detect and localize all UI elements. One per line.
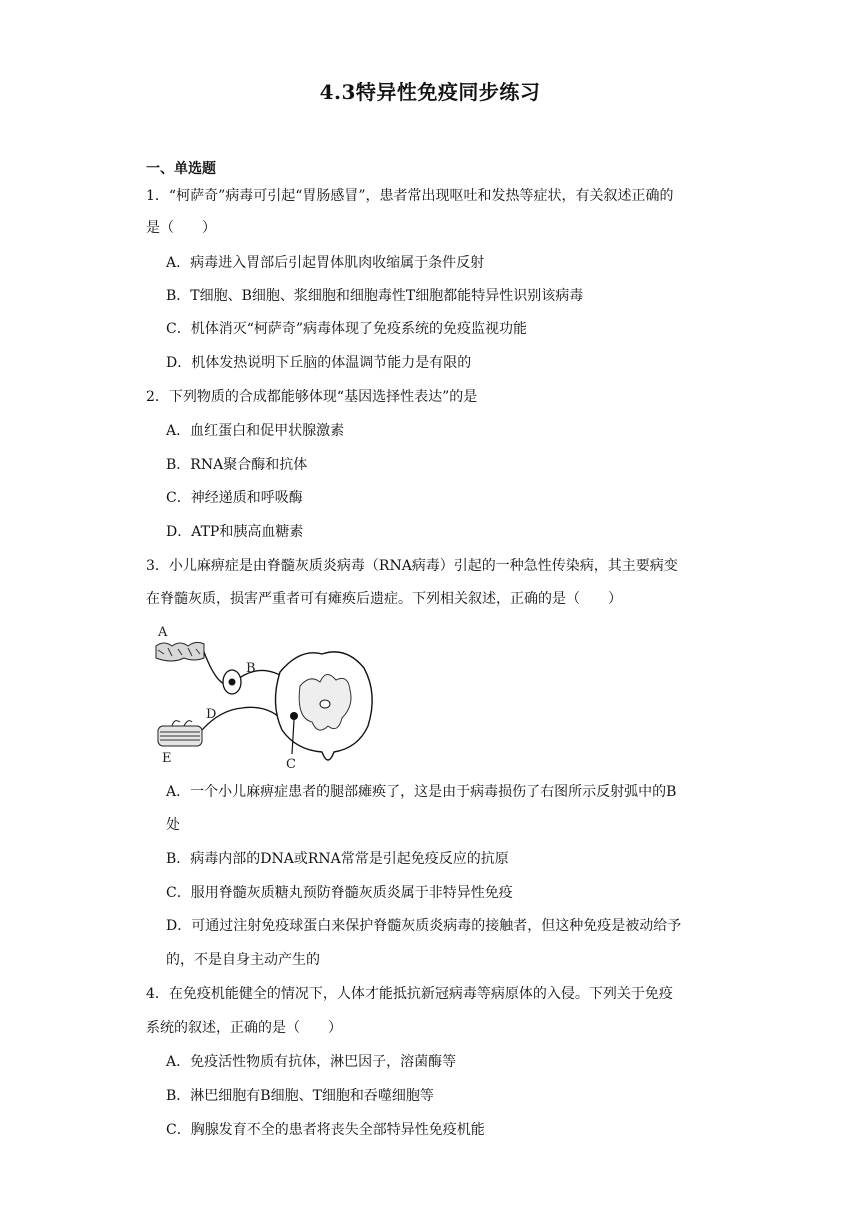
label-d: D — [206, 707, 217, 722]
question-3-stem-line-2: 在脊髓灰质，损害严重者可有瘫痪后遗症。下列相关叙述，正确的是（ ） — [146, 591, 622, 607]
question-4-option-a: A．免疫活性物质有抗体，淋巴因子，溶菌酶等 — [166, 1054, 457, 1070]
question-1-option-d: D．机体发热说明下丘脑的体温调节能力是有限的 — [166, 355, 472, 371]
question-1-option-a: A．病毒进入胃部后引起胃体肌肉收缩属于条件反射 — [166, 255, 485, 271]
label-e: E — [162, 751, 172, 766]
question-4-stem-line-2: 系统的叙述，正确的是（ ） — [146, 1020, 342, 1036]
label-b: B — [246, 661, 256, 676]
label-a: A — [158, 625, 168, 640]
effector-muscle-icon — [158, 721, 202, 746]
question-2-stem-line-1: 2．下列物质的合成都能够体现“基因选择性表达”的是 — [146, 389, 478, 405]
page-title: 4.3特异性免疫同步练习 — [319, 80, 541, 104]
question-1-option-c: C．机体消灭“柯萨奇”病毒体现了免疫系统的免疫监视功能 — [166, 321, 528, 337]
question-1-option-b: B．T细胞、B细胞、浆细胞和细胞毒性T细胞都能特异性识别该病毒 — [166, 288, 584, 304]
question-3-option-a-continued: 处 — [166, 817, 180, 833]
reflex-arc-figure — [150, 622, 380, 772]
question-4-option-b: B．淋巴细胞有B细胞、T细胞和吞噬细胞等 — [166, 1088, 434, 1104]
question-4-option-c: C．胸腺发育不全的患者将丧失全部特异性免疫机能 — [166, 1122, 485, 1138]
spinal-cord-icon — [275, 652, 372, 760]
reflex-arc-diagram — [150, 622, 380, 772]
question-2-option-c: C．神经递质和呼吸酶 — [166, 490, 303, 506]
question-3-option-d: D．可通过注射免疫球蛋白来保护脊髓灰质炎病毒的接触者，但这种免疫是被动给予 — [166, 918, 682, 934]
question-1-stem-line-2: 是（ ） — [146, 220, 216, 236]
question-3-option-c: C．服用脊髓灰质糖丸预防脊髓灰质炎属于非特异性免疫 — [166, 885, 513, 901]
question-3-stem-line-1: 3．小儿麻痹症是由脊髓灰质炎病毒（RNA病毒）引起的一种急性传染病，其主要病变 — [146, 558, 678, 574]
question-4-stem-line-1: 4．在免疫机能健全的情况下，人体才能抵抗新冠病毒等病原体的入侵。下列关于免疫 — [146, 986, 673, 1002]
question-2-option-d: D．ATP和胰高血糖素 — [166, 524, 304, 540]
label-c: C — [286, 757, 296, 772]
section-heading: 一、单选题 — [146, 161, 216, 177]
question-2-option-b: B．RNA聚合酶和抗体 — [166, 457, 308, 473]
question-3-option-d-continued: 的，不是自身主动产生的 — [166, 952, 320, 968]
question-3-option-b: B．病毒内部的DNA或RNA常常是引起免疫反应的抗原 — [166, 851, 509, 867]
question-2-option-a: A．血红蛋白和促甲状腺激素 — [166, 423, 345, 439]
question-3-option-a: A．一个小儿麻痹症患者的腿部瘫痪了，这是由于病毒损伤了右图所示反射弧中的B — [166, 784, 677, 800]
receptor-skin-icon — [156, 642, 204, 661]
question-1-stem-line-1: 1．“柯萨奇”病毒可引起“胃肠感冒”，患者常出现呕吐和发热等症状，有关叙述正确的 — [146, 188, 674, 204]
